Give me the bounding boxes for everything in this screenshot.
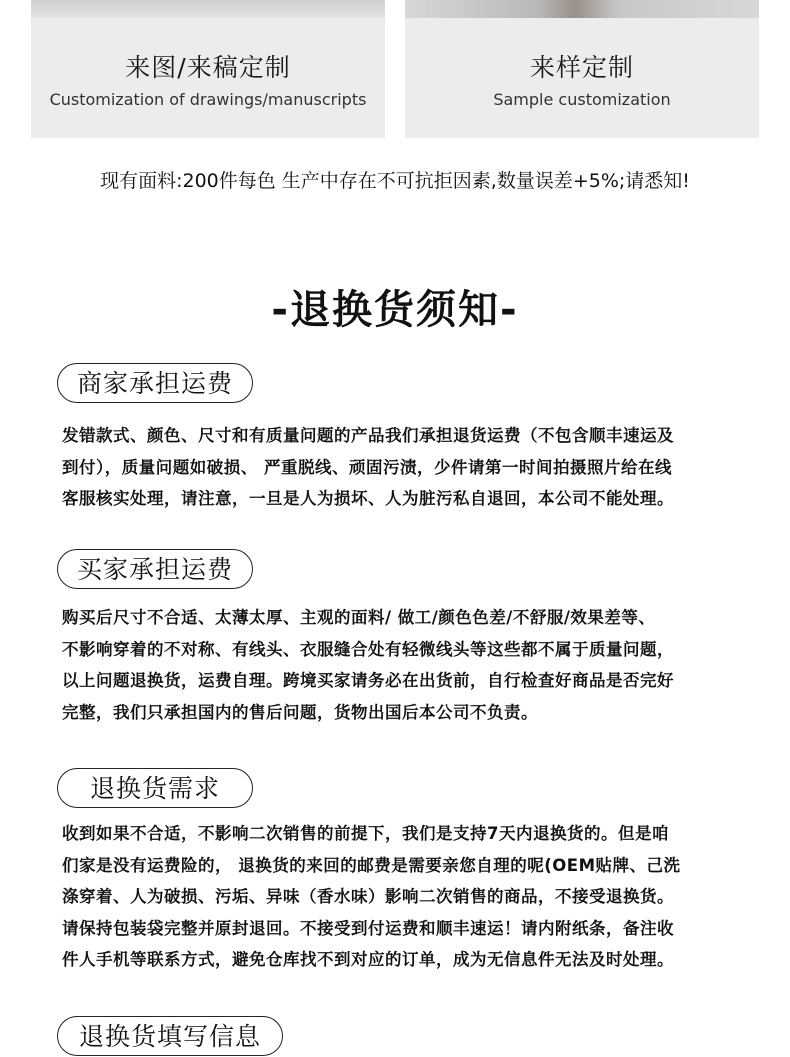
text-line: 发错款式、颜色、尺寸和有质量问题的产品我们承担退货运费（不包含顺丰速运及: [62, 426, 674, 445]
text-line: 请保持包装袋完整并原封退回。不接受到付运费和顺丰速运！请内附纸条，备注收: [62, 918, 674, 938]
section-title-return-info: 退换货填写信息: [57, 1016, 283, 1056]
card-title: 来图/来稿定制: [125, 53, 291, 82]
text-line: 以上问题退换货，运费自理。跨境买家请务必在出货前，自行检查好商品是否完好: [62, 671, 674, 690]
card-subtitle: Sample customization: [493, 90, 671, 109]
text-line: 完整，我们只承担国内的售后问题，货物出国后本公司不负责。: [62, 702, 538, 722]
page-title: -退换货须知-: [271, 287, 519, 333]
section-title-buyer-shipping: 买家承担运费: [57, 549, 253, 589]
section-body-buyer-shipping: [62, 602, 752, 728]
text-line: 不影响穿着的不对称、有线头、衣服缝合处有轻微线头等这些都不属于质量问题，: [62, 639, 674, 659]
card-title: 来样定制: [529, 53, 634, 82]
product-photo-strip: [405, 0, 759, 18]
text-line: 收到如果不合适，不影响二次销售的前提下，我们是支持7天内退换货的。但是咱: [62, 824, 669, 843]
text-line: 们家是没有运费险的， 退换货的来回的邮费是需要亲您自理的呢(OEM贴牌、己洗: [62, 855, 681, 875]
fabric-notice: 现有面料:200件每色 生产中存在不可抗拒因素,数量误差+5%;请悉知!: [100, 170, 690, 192]
product-photo-strip: [31, 0, 385, 18]
sample-custom-card: [405, 0, 759, 138]
text-line: 涤穿着、人为破损、污垢、异味（香水味）影响二次销售的商品，不接受退换货。: [62, 887, 674, 906]
section-body-return-requirements: [62, 818, 752, 976]
custom-drawing-card: [31, 0, 385, 138]
card-subtitle: Customization of drawings/manuscripts: [49, 90, 367, 109]
text-line: 客服核实处理，请注意，一旦是人为损坏、人为脏污私自退回，本公司不能处理。: [62, 489, 674, 508]
section-title-seller-shipping: 商家承担运费: [57, 363, 253, 403]
text-line: 件人手机等联系方式，避免仓库找不到对应的订单，成为无信息件无法及时处理。: [62, 950, 674, 969]
text-line: 购买后尺寸不合适、太薄太厚、主观的面料/ 做工/颜色色差/不舒服/效果差等、: [62, 608, 656, 627]
section-body-seller-shipping: [62, 420, 752, 515]
text-line: 到付），质量问题如破损、 严重脱线、顽固污渍，少件请第一时间拍摄照片给在线: [62, 457, 672, 477]
section-title-return-requirements: 退换货需求: [57, 768, 253, 808]
